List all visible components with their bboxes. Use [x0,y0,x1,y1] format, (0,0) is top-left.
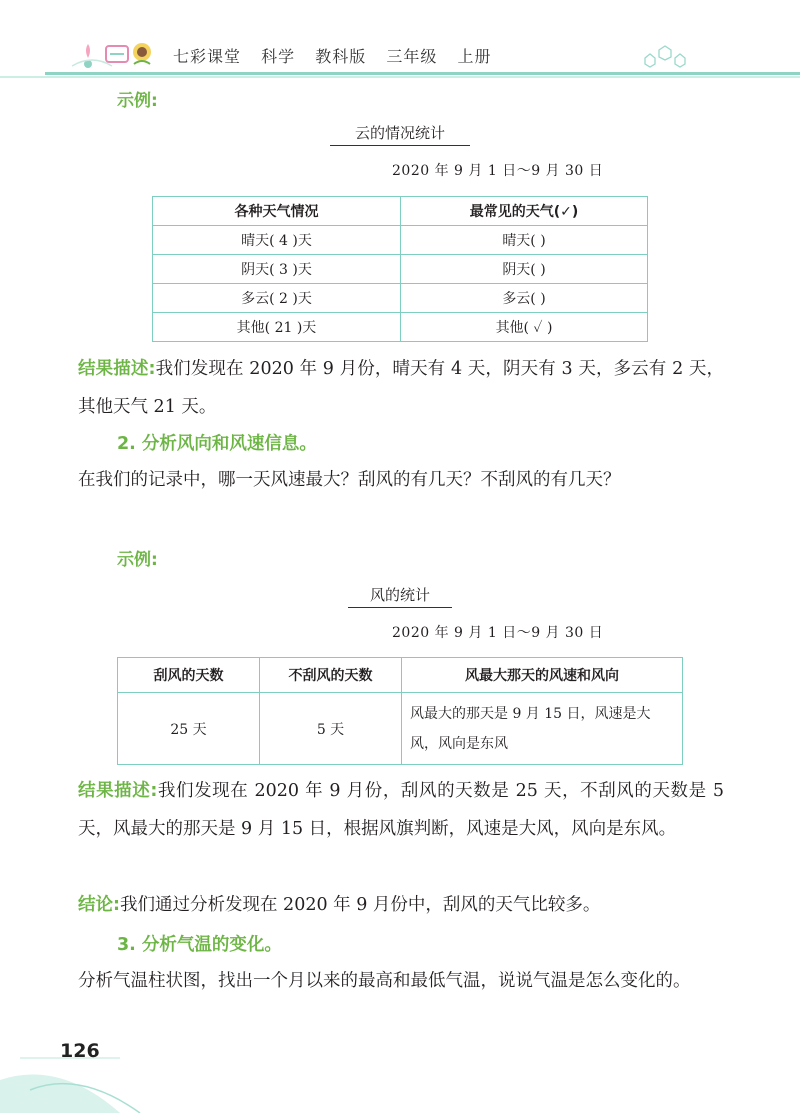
result-description-1 [78,350,724,426]
wind-stats-table [117,657,683,765]
table-cell: 其他( 21 )天 [153,313,401,342]
result-text: 我们发现在 2020 年 9 月份，晴天有 4 天，阴天有 3 天，多云有 2 天，其他天气 21 天。 [78,359,724,417]
header-title [173,44,505,67]
table-cell: 风最大的那天是 9 月 15 日，风速是大风，风向是东风 [402,693,683,765]
table-cell: 阴天( 3 )天 [153,255,401,284]
section2-heading: 2. 分析风向和风速信息。 [117,434,317,454]
table-header-row [153,197,648,226]
table-cell: 多云( 2 )天 [153,284,401,313]
book-logo-icon [70,36,166,72]
table-cell: 多云( ) [401,284,648,313]
header-divider-light [0,76,800,78]
section2-question: 在我们的记录中，哪一天风速最大？刮风的有几天？不刮风的有几天？ [78,470,621,490]
table2-date: 2020 年 9 月 1 日～9 月 30 日 [392,625,604,641]
conclusion-text: 我们通过分析发现在 2020 年 9 月份中，刮风的天气比较多。 [120,895,601,915]
table-cell: 5 天 [260,693,402,765]
page-header [0,0,800,80]
section3-text: 分析气温柱状图，找出一个月以来的最高和最低气温，说说气温是怎么变化的。 [78,971,691,991]
example-label: 示例: [117,91,158,111]
table-row [118,693,683,765]
table-cell: 晴天( ) [401,226,648,255]
table-header-cell: 各种天气情况 [153,197,401,226]
result-text: 我们发现在 2020 年 9 月份，刮风的天数是 25 天，不刮风的天数是 5 天，风最大的那天是 9 月 15 日，根据风旗判断，风速是大风，风向是东风。 [78,781,725,839]
table-cell: 25 天 [118,693,260,765]
table-header-cell: 刮风的天数 [118,658,260,693]
table-header-cell: 不刮风的天数 [260,658,402,693]
header-volume: 上册 [457,47,492,66]
table-header-row [118,658,683,693]
table-row [153,226,648,255]
cloud-stats-table [152,196,648,342]
page-number: 126 [60,1040,100,1062]
conclusion [78,886,724,924]
page-corner-decoration-icon [0,1040,200,1113]
table-cell: 其他( ✓ ) [401,313,648,342]
conclusion-label: 结论: [78,895,120,915]
header-grade: 三年级 [386,47,438,66]
result-description-2 [78,772,724,848]
header-book: 七彩课堂 [173,47,242,66]
section3-heading: 3. 分析气温的变化。 [117,935,282,955]
header-edition: 教科版 [315,47,367,66]
table-row [153,255,648,284]
table1-date: 2020 年 9 月 1 日～9 月 30 日 [392,163,604,179]
table-row [153,313,648,342]
table-row [153,284,648,313]
result-label: 结果描述: [78,781,158,801]
table2-title: 风的统计 [348,584,452,608]
table-cell: 阴天( ) [401,255,648,284]
table-header-cell: 风最大那天的风速和风向 [402,658,683,693]
table-cell: 晴天( 4 )天 [153,226,401,255]
header-subject: 科学 [261,47,296,66]
table1-title: 云的情况统计 [330,122,470,146]
header-divider [45,72,800,75]
table-header-cell: 最常见的天气(✓) [401,197,648,226]
hexagon-decoration-icon [635,40,705,70]
result-label: 结果描述: [78,359,156,379]
example-label-2: 示例: [117,550,158,570]
